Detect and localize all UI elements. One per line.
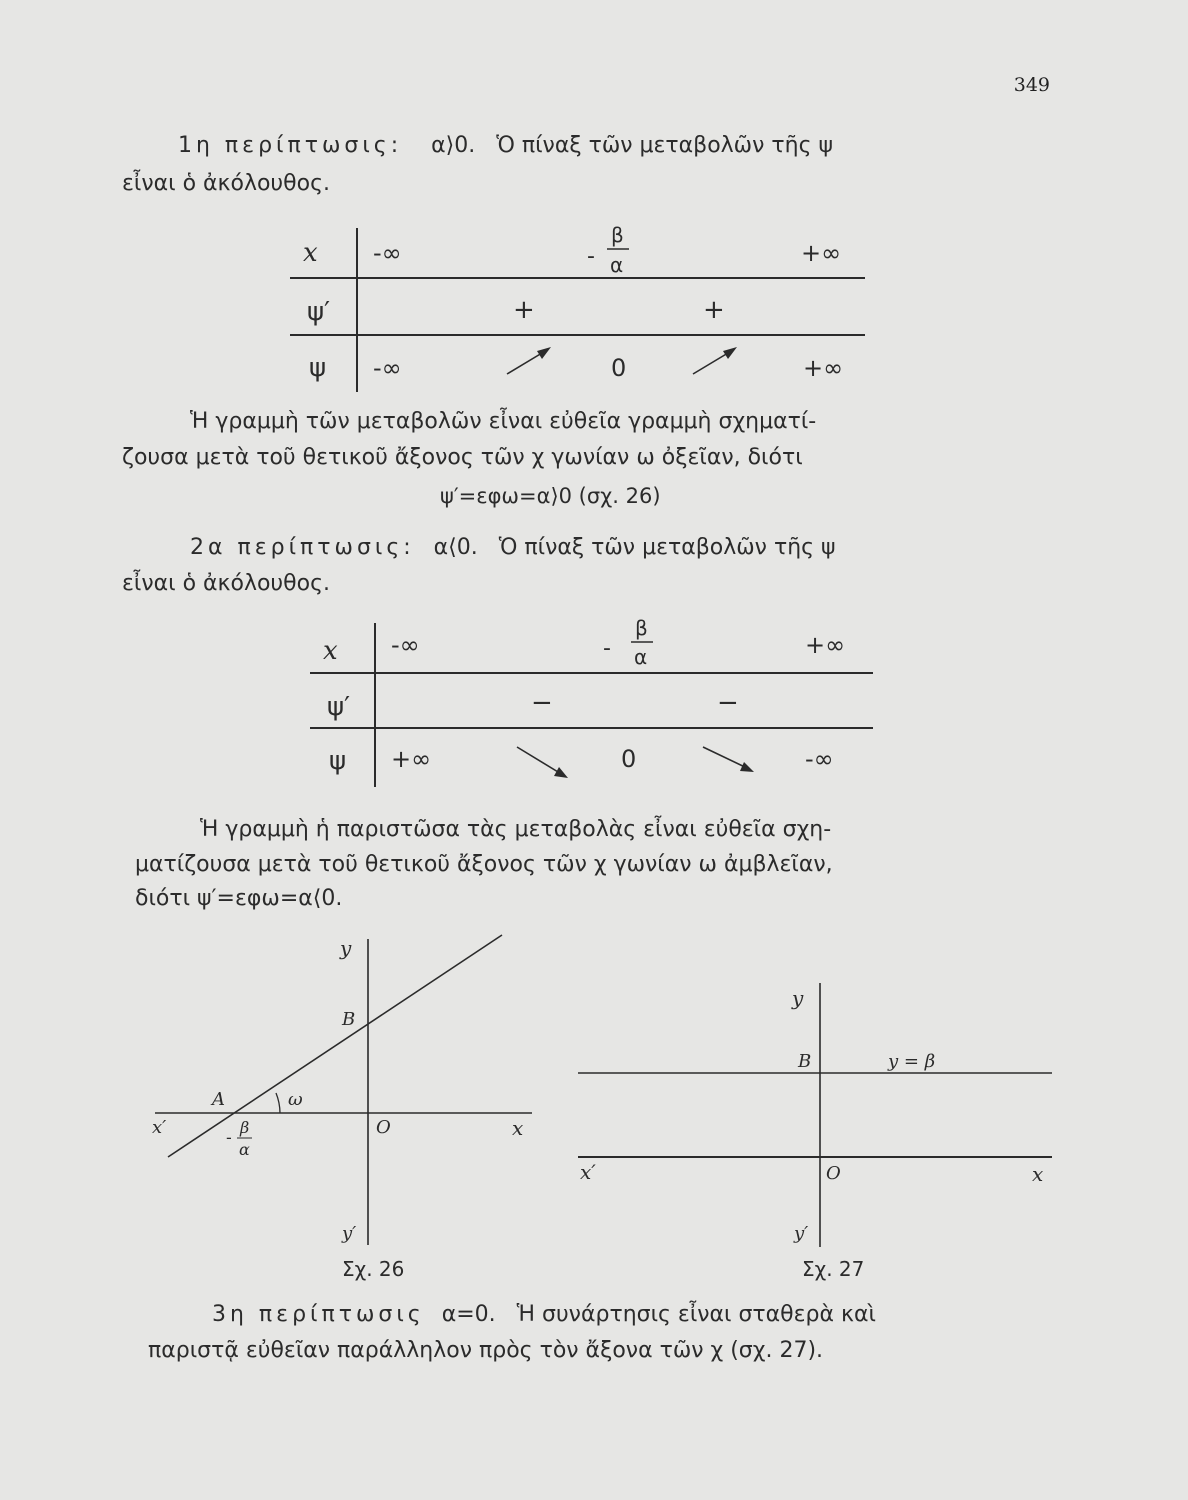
table2-x-right: +∞	[805, 631, 846, 659]
table2-x-left: -∞	[391, 631, 420, 659]
figure-26	[140, 925, 560, 1255]
para-decreasing-line-3: διότι ψ′=εφω=α⟨0.	[135, 886, 343, 911]
table2-x-mid-den: α	[634, 645, 648, 669]
table1-psi-mid: 0	[611, 354, 627, 382]
table2-psi-right: -∞	[805, 745, 834, 773]
decreasing-arrow-icon	[517, 747, 568, 778]
table1-psi-left: -∞	[373, 354, 402, 382]
para-increasing-line-2: ζουσα μετὰ τοῦ θετικοῦ ἄξονος τῶν χ γωνίαν ω ὀξεῖαν, διότι	[122, 445, 803, 470]
fig26-b-label: B	[342, 1009, 356, 1030]
case3-text-2: παριστᾷ εὐθεῖαν παράλληλον πρὸς τὸν ἄξονα τῶν χ (σχ. 27).	[148, 1338, 824, 1363]
case1-text-2: εἶναι ὁ ἀκόλουθος.	[122, 171, 330, 196]
fig26-intercept-num: β	[240, 1118, 250, 1137]
case3-condition: α=0.	[441, 1302, 496, 1327]
table1-dpsi-1: +	[513, 295, 535, 325]
figure-26-caption: Σχ. 26	[342, 1257, 405, 1281]
fig26-origin-label: O	[376, 1117, 391, 1138]
table1-x-right: +∞	[801, 239, 842, 267]
table1-x-mid-sign: -	[587, 244, 595, 269]
fig26-intercept-sign: -	[226, 1128, 232, 1147]
table1-label-dpsi: ψ′	[307, 297, 331, 327]
case3-line-1	[212, 1297, 876, 1332]
table2-x-mid-sign: -	[603, 636, 611, 661]
table2-dpsi-2: −	[717, 688, 739, 718]
fig27-b-label: B	[798, 1051, 812, 1072]
case2-label: 2α περίπτωσις:	[190, 535, 415, 560]
table1-label-x: x	[303, 238, 318, 268]
case1-label: 1η περίπτωσις:	[178, 133, 403, 158]
table1-label-psi: ψ	[309, 353, 327, 383]
case3-text-1: Ἡ συνάρτησις εἶναι σταθερὰ καὶ	[516, 1302, 876, 1327]
case1-condition: α⟩0.	[431, 133, 476, 158]
table1-psi-right: +∞	[803, 354, 844, 382]
table1-dpsi-2: +	[703, 295, 725, 325]
case2-text-1: Ὁ πίναξ τῶν μεταβολῶν τῆς ψ	[498, 535, 836, 560]
variation-table-1	[285, 220, 875, 400]
table2-label-psi: ψ	[329, 746, 347, 776]
increasing-arrow-icon	[693, 347, 737, 374]
fig27-line-eq: y = β	[888, 1051, 936, 1072]
decreasing-arrow-icon	[703, 747, 754, 772]
fig26-x-label: x	[512, 1116, 524, 1140]
case1-text-1: Ὁ πίναξ τῶν μεταβολῶν τῆς ψ	[496, 133, 833, 158]
fig27-x-label: x	[1032, 1162, 1044, 1186]
fig26-y-label: y	[340, 936, 352, 960]
para-decreasing-line-2: ματίζουσα μετὰ τοῦ θετικοῦ ἄξονος τῶν χ γωνίαν ω ἀμβλεῖαν,	[135, 852, 833, 877]
table2-psi-mid: 0	[621, 745, 637, 773]
fig26-a-label: A	[212, 1089, 225, 1110]
table2-x-mid-num: β	[635, 616, 648, 640]
variation-table-2	[305, 615, 885, 795]
table1-x-mid-den: α	[610, 253, 624, 277]
table1-x-mid-num: β	[611, 223, 624, 247]
page-number: 349	[1013, 74, 1050, 96]
table2-psi-left: +∞	[391, 745, 432, 773]
table2-dpsi-1: −	[531, 688, 553, 718]
case3-label: 3η περίπτωσις	[212, 1302, 425, 1327]
figure-27	[570, 975, 1060, 1255]
case2-text-2: εἶναι ὁ ἀκόλουθος.	[122, 571, 330, 596]
table2-label-dpsi: ψ′	[327, 692, 351, 722]
case1-line-1	[178, 128, 833, 163]
para-decreasing-line-1: Ἡ γραμμὴ ἡ παριστῶσα τὰς μεταβολὰς εἶναι εὐθεῖα σχη-	[200, 817, 832, 842]
formula-increasing: ψ′=εφω=α⟩0 (σχ. 26)	[440, 484, 661, 508]
table2-label-x: x	[323, 636, 338, 666]
case2-condition: α⟨0.	[433, 535, 478, 560]
fig27-y-prime-label: y′	[794, 1223, 809, 1244]
increasing-arrow-icon	[507, 347, 551, 374]
fig27-x-prime-label: x′	[580, 1160, 596, 1184]
figure-27-caption: Σχ. 27	[802, 1257, 865, 1281]
para-increasing-line-1: Ἡ γραμμὴ τῶν μεταβολῶν εἶναι εὐθεῖα γραμμὴ σχηματί-	[190, 409, 817, 434]
fig26-angle-label: ω	[288, 1089, 303, 1110]
fig27-origin-label: O	[826, 1163, 841, 1184]
fig26-x-prime-label: x′	[152, 1117, 167, 1138]
table1-x-left: -∞	[373, 239, 402, 267]
fig26-y-prime-label: y′	[342, 1223, 357, 1244]
fig27-y-label: y	[792, 986, 804, 1010]
case2-line-1	[190, 530, 836, 565]
fig26-intercept-den: α	[239, 1140, 250, 1159]
